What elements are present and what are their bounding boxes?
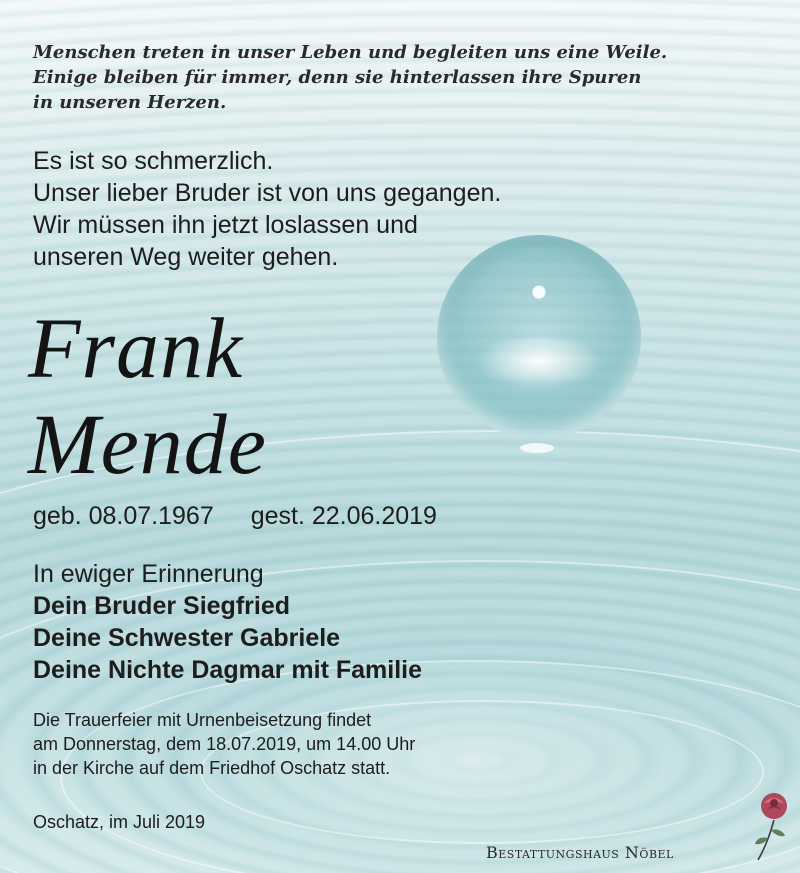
death-date: gest. 22.06.2019 (250, 502, 437, 530)
opening-quote (33, 40, 667, 115)
funeral-home-label: Bestattungshaus Nöbel (486, 843, 674, 862)
quote-line: in unseren Herzen. (33, 92, 227, 113)
intro-line: Wir müssen ihn jetzt loslassen und (33, 211, 418, 239)
rose-icon (752, 790, 792, 862)
life-dates (33, 500, 467, 532)
last-name: Mende (28, 396, 267, 492)
service-line: in der Kirche auf dem Friedhof Oschatz statt. (33, 758, 391, 778)
water-drop-reflection (520, 443, 554, 453)
first-name: Frank (28, 300, 244, 396)
place-and-date: Oschatz, im Juli 2019 (33, 812, 206, 832)
intro-line: Unser lieber Bruder ist von uns gegangen. (33, 179, 502, 207)
mourner-name: Dein Bruder Siegfried (33, 592, 290, 620)
mourners-list (33, 558, 422, 686)
intro-text (33, 145, 501, 273)
birth-date: geb. 08.07.1967 (33, 502, 214, 530)
service-line: am Donnerstag, dem 18.07.2019, um 14.00 Uhr (33, 734, 416, 754)
service-details (33, 708, 415, 780)
quote-line: Menschen treten in unser Leben und begleiten uns eine Weile. (33, 42, 668, 63)
quote-line: Einige bleiben für immer, denn sie hinterlassen ihre Spuren (33, 67, 642, 88)
deceased-name (28, 300, 267, 492)
mourner-name: Deine Schwester Gabriele (33, 624, 341, 652)
funeral-home-name (486, 843, 674, 862)
mourners-lead: In ewiger Erinnerung (33, 560, 264, 588)
service-line: Die Trauerfeier mit Urnenbeisetzung findet (33, 710, 372, 730)
intro-line: Es ist so schmerzlich. (33, 147, 274, 175)
intro-line: unseren Weg weiter gehen. (33, 243, 339, 271)
mourner-name: Deine Nichte Dagmar mit Familie (33, 656, 423, 684)
